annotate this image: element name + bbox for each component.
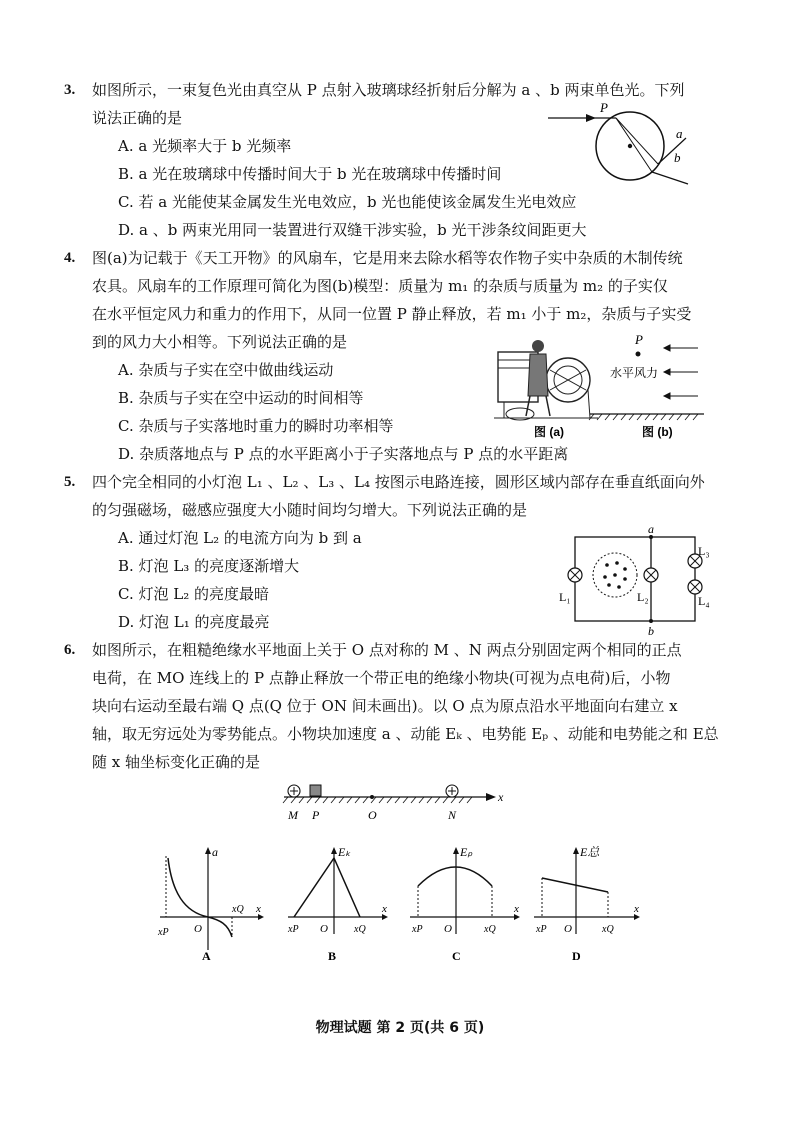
option-b: B. 灯泡 L₃ 的亮度逐渐增大: [118, 557, 300, 575]
label-p: P: [635, 332, 643, 347]
origin-label: O: [320, 923, 328, 935]
option-c: C. 杂质与子实落地时重力的瞬时功率相等: [118, 417, 394, 435]
question-number: 6.: [64, 642, 76, 658]
page-footer: 物理试题 第 2 页(共 6 页): [315, 1020, 485, 1036]
xq-label: xQ: [484, 924, 496, 935]
graph-option-b: [278, 842, 398, 964]
label-p: P: [312, 808, 320, 822]
label-l3: L₃: [698, 544, 710, 558]
label-a: a: [676, 126, 683, 141]
xp-label: xP: [536, 924, 547, 935]
x-axis-label: x: [382, 903, 387, 915]
question-6: [64, 636, 719, 776]
option-d: D. a 、b 两束光用同一装置进行双缝干涉实验，b 光干涉条纹间距更大: [118, 221, 587, 239]
circuit-figure: [555, 525, 715, 635]
y-axis-label: Eₖ: [338, 845, 351, 859]
question-text: 四个完全相同的小灯泡 L₁ 、L₂ 、L₃ 、L₄ 按图示电路连接，圆形区域内部存在垂直纸面向外: [92, 473, 705, 491]
question-text: 块向右运动至最右端 Q 点(Q 位于 ON 间未画出)。以 O 点为原点沿水平地面向右建立 x: [92, 697, 678, 715]
graph-option-a: [150, 842, 270, 964]
origin-label: O: [564, 923, 572, 935]
xp-label: xP: [412, 924, 423, 935]
x-axis-label: x: [514, 903, 519, 915]
y-axis-label: a: [212, 845, 218, 859]
option-b: B. a 光在玻璃球中传播时间大于 b 光在玻璃球中传播时间: [118, 165, 502, 183]
label-o: O: [368, 808, 377, 822]
question-text: 在水平恒定风力和重力的作用下，从同一位置 P 静止释放，若 m₁ 小于 m₂，杂质与子实受: [92, 305, 692, 323]
winnower-illustration: [494, 340, 598, 420]
option-a: A. 杂质与子实在空中做曲线运动: [118, 361, 334, 379]
charges-figure: [280, 783, 510, 827]
question-text: 如图所示，在粗糙绝缘水平地面上关于 O 点对称的 M 、N 两点分别固定两个相同的正点: [92, 641, 682, 659]
label-b: b: [674, 150, 681, 165]
question-5: [64, 468, 712, 524]
question-number: 4.: [64, 250, 76, 266]
caption-a: 图 (a): [534, 425, 565, 439]
graph-option-c: [406, 842, 526, 964]
label-b: b: [648, 624, 654, 635]
label-l2: L₂: [637, 590, 649, 604]
label-l4: L₄: [698, 594, 710, 608]
question-text: 图(a)为记载于《天工开物》的风扇车，它是用来去除水稻等农作物子实中杂质的木制传统: [92, 249, 683, 267]
x-axis-label: x: [256, 903, 261, 915]
question-number: 3.: [64, 82, 76, 98]
question-text: 农具。风扇车的工作原理可简化为图(b)模型：质量为 m₁ 的杂质与质量为 m₂ 的子实仅: [92, 277, 668, 295]
option-label: A: [202, 949, 211, 963]
wind-label: 水平风力: [610, 366, 659, 380]
question-text: 说法正确的是: [92, 109, 183, 127]
question-text: 随 x 轴坐标变化正确的是: [92, 753, 260, 771]
option-label: B: [328, 949, 337, 963]
glass-sphere-figure: [540, 96, 720, 196]
label-n: N: [448, 808, 457, 822]
label-a: a: [648, 525, 654, 536]
label-m: M: [288, 808, 298, 822]
question-text: 到的风力大小相等。下列说法正确的是: [92, 333, 348, 351]
question-text: 的匀强磁场，磁感应强度大小随时间均匀增大。下列说法正确的是: [92, 501, 528, 519]
question-text: 轴，取无穷远处为零势能点。小物块加速度 a 、动能 Eₖ 、电势能 Eₚ 、动能和电势能之和 E总: [92, 725, 719, 743]
option-d: D. 灯泡 L₁ 的亮度最亮: [118, 613, 270, 631]
x-axis-label: x: [634, 903, 639, 915]
graph-option-d: [530, 842, 650, 964]
question-text: 如图所示，一束复色光由真空从 P 点射入玻璃球经折射后分解为 a 、b 两束单色光。下列: [92, 81, 685, 99]
xq-label: xQ: [354, 924, 366, 935]
y-axis-label: E总: [580, 845, 600, 859]
question-number: 5.: [64, 474, 76, 490]
option-c: C. 灯泡 L₂ 的亮度最暗: [118, 585, 269, 603]
option-c: C. 若 a 光能使某金属发生光电效应，b 光也能使该金属发生光电效应: [118, 193, 577, 211]
option-label: C: [452, 949, 461, 963]
option-b: B. 杂质与子实在空中运动的时间相等: [118, 389, 364, 407]
origin-label: O: [194, 923, 202, 935]
option-a: A. a 光频率大于 b 光频率: [118, 137, 292, 155]
option-a: A. 通过灯泡 L₂ 的电流方向为 b 到 a: [118, 529, 362, 547]
origin-label: O: [444, 923, 452, 935]
option-d: D. 杂质落地点与 P 点的水平距离小于子实落地点与 P 点的水平距离: [118, 445, 569, 463]
option-label: D: [572, 949, 581, 963]
winnower-figure: [490, 330, 710, 440]
label-l1: L₁: [559, 590, 571, 604]
caption-b: 图 (b): [642, 425, 673, 439]
question-text: 电荷，在 MO 连线上的 P 点静止释放一个带正电的绝缘小物块(可视为点电荷)后，小物: [92, 669, 671, 687]
y-axis-label: Eₚ: [460, 845, 473, 859]
label-p: P: [600, 100, 608, 115]
xp-label: xP: [288, 924, 299, 935]
xp-label: xP: [158, 927, 169, 938]
xq-label: xQ: [602, 924, 614, 935]
xq-label: xQ: [232, 904, 244, 915]
label-x: x: [498, 790, 504, 804]
